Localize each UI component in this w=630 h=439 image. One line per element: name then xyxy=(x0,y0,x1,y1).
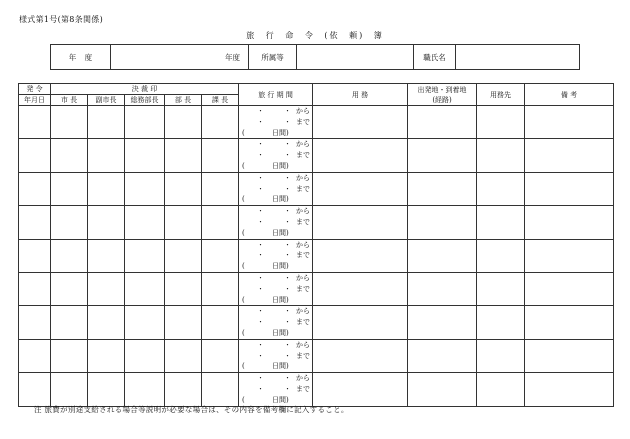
period-dot: ・ xyxy=(284,151,292,160)
table-cell[interactable] xyxy=(202,172,239,205)
period-dot: ・ xyxy=(257,251,265,260)
period-dot: ・ xyxy=(257,117,265,126)
period-to: まで xyxy=(296,351,311,360)
period-dot: ・ xyxy=(257,173,265,182)
period-days: 日間) xyxy=(272,395,289,404)
table-cell[interactable] xyxy=(51,373,88,406)
table-cell[interactable] xyxy=(125,339,165,372)
table-cell[interactable] xyxy=(313,106,408,139)
period-from: から xyxy=(296,173,311,182)
period-dot: ・ xyxy=(284,340,292,349)
header-kessai-vice-mayor: 副市長 xyxy=(88,95,125,106)
table-cell[interactable] xyxy=(477,339,525,372)
period-days: 日間) xyxy=(272,161,289,170)
table-cell[interactable] xyxy=(125,306,165,339)
period-to: まで xyxy=(296,318,311,327)
table-cell[interactable] xyxy=(88,239,125,272)
period-to: まで xyxy=(296,151,311,160)
table-cell[interactable] xyxy=(165,239,202,272)
table-cell[interactable] xyxy=(525,172,614,205)
table-cell[interactable] xyxy=(19,206,51,239)
table-cell[interactable] xyxy=(165,306,202,339)
form-title: 旅 行 命 令 (依 頼) 簿 xyxy=(246,31,384,40)
period-dot: ・ xyxy=(257,340,265,349)
table-cell[interactable] xyxy=(202,373,239,406)
header-kessai: 決 裁 印 xyxy=(51,84,239,95)
period-days: 日間) xyxy=(272,362,289,371)
table-cell[interactable] xyxy=(313,239,408,272)
period-dot: ・ xyxy=(257,207,265,216)
period-to: まで xyxy=(296,384,311,393)
table-cell[interactable] xyxy=(88,373,125,406)
table-cell[interactable] xyxy=(125,172,165,205)
table-cell[interactable] xyxy=(202,206,239,239)
period-dot: ・ xyxy=(257,318,265,327)
header-route xyxy=(408,84,477,106)
table-cell[interactable] xyxy=(202,339,239,372)
table-cell[interactable] xyxy=(525,339,614,372)
table-row xyxy=(19,106,614,139)
table-cell[interactable] xyxy=(88,106,125,139)
period-dot: ・ xyxy=(284,207,292,216)
info-box xyxy=(50,44,580,70)
period-paren: ( xyxy=(242,228,245,237)
table-cell[interactable] xyxy=(51,339,88,372)
header-period: 旅 行 期 間 xyxy=(239,84,313,106)
period-to: まで xyxy=(296,284,311,293)
period-dot: ・ xyxy=(257,374,265,383)
period-dot: ・ xyxy=(284,251,292,260)
table-body xyxy=(19,106,614,407)
period-cell[interactable] xyxy=(239,373,313,406)
table-cell[interactable] xyxy=(19,106,51,139)
period-dot: ・ xyxy=(284,384,292,393)
table-cell[interactable] xyxy=(125,106,165,139)
table-cell[interactable] xyxy=(408,106,477,139)
period-dot: ・ xyxy=(257,384,265,393)
period-paren: ( xyxy=(242,328,245,337)
period-to: まで xyxy=(296,251,311,260)
table-cell[interactable] xyxy=(477,106,525,139)
period-cell[interactable] xyxy=(239,206,313,239)
table-cell[interactable] xyxy=(525,373,614,406)
table-cell[interactable] xyxy=(125,272,165,305)
period-dot: ・ xyxy=(284,217,292,226)
period-days: 日間) xyxy=(272,228,289,237)
table-cell[interactable] xyxy=(408,339,477,372)
period-cell[interactable] xyxy=(239,272,313,305)
table-row xyxy=(19,306,614,339)
period-paren: ( xyxy=(242,262,245,271)
table-cell[interactable] xyxy=(88,272,125,305)
period-from: から xyxy=(296,207,311,216)
period-to: まで xyxy=(296,117,311,126)
header-hatsumei-date: 年月日 xyxy=(19,95,51,106)
period-dot: ・ xyxy=(257,107,265,115)
table-cell[interactable] xyxy=(51,206,88,239)
table-cell[interactable] xyxy=(313,139,408,172)
table-cell[interactable] xyxy=(477,239,525,272)
shokushi-field[interactable] xyxy=(456,45,579,69)
table-cell[interactable] xyxy=(19,339,51,372)
period-cell[interactable] xyxy=(239,139,313,172)
table-row xyxy=(19,172,614,205)
table-cell[interactable] xyxy=(313,172,408,205)
period-dot: ・ xyxy=(284,117,292,126)
period-cell[interactable] xyxy=(239,172,313,205)
table-cell[interactable] xyxy=(19,139,51,172)
period-from: から xyxy=(296,273,311,282)
table-cell[interactable] xyxy=(125,239,165,272)
table-cell[interactable] xyxy=(51,306,88,339)
table-cell[interactable] xyxy=(88,339,125,372)
table-cell[interactable] xyxy=(165,373,202,406)
table-row xyxy=(19,272,614,305)
shokushi-label: 職氏名 xyxy=(414,45,456,69)
period-dot: ・ xyxy=(284,273,292,282)
period-from: から xyxy=(296,240,311,249)
period-paren: ( xyxy=(242,395,245,404)
period-dot: ・ xyxy=(284,184,292,193)
nendo-suffix: 年度 xyxy=(225,52,240,62)
table-cell[interactable] xyxy=(125,206,165,239)
table-cell[interactable] xyxy=(202,139,239,172)
header-kessai-general-affairs: 総務部長 xyxy=(125,95,165,106)
table-cell[interactable] xyxy=(313,373,408,406)
header-route-bottom: (経路) xyxy=(432,95,452,104)
period-dot: ・ xyxy=(284,318,292,327)
period-days: 日間) xyxy=(272,128,289,137)
table-cell[interactable] xyxy=(477,306,525,339)
table-row xyxy=(19,373,614,406)
table-row xyxy=(19,339,614,372)
period-dot: ・ xyxy=(257,351,265,360)
table-cell[interactable] xyxy=(202,106,239,139)
period-from: から xyxy=(296,374,311,383)
period-dot: ・ xyxy=(257,240,265,249)
table-cell[interactable] xyxy=(19,272,51,305)
period-dot: ・ xyxy=(284,351,292,360)
period-dot: ・ xyxy=(257,151,265,160)
period-cell[interactable] xyxy=(239,306,313,339)
period-paren: ( xyxy=(242,161,245,170)
form-number-label: 様式第1号(第8条関係) xyxy=(19,15,104,24)
table-cell[interactable] xyxy=(165,339,202,372)
table-cell[interactable] xyxy=(165,106,202,139)
table-cell[interactable] xyxy=(51,106,88,139)
table-cell[interactable] xyxy=(19,239,51,272)
table-cell[interactable] xyxy=(408,373,477,406)
period-dot: ・ xyxy=(284,284,292,293)
period-paren: ( xyxy=(242,362,245,371)
header-kessai-section-head: 課 長 xyxy=(202,95,239,106)
period-dot: ・ xyxy=(257,284,265,293)
footer-note: 注 旅費が別途支給される場合等説明が必要な場合は、その内容を備考欄に記入すること。 xyxy=(34,405,349,414)
period-cell[interactable] xyxy=(239,339,313,372)
travel-order-table xyxy=(18,83,614,407)
period-paren: ( xyxy=(242,128,245,137)
header-remarks: 備 考 xyxy=(525,84,614,106)
period-to: まで xyxy=(296,217,311,226)
period-dot: ・ xyxy=(284,240,292,249)
table-cell[interactable] xyxy=(525,306,614,339)
period-dot: ・ xyxy=(284,374,292,383)
table-cell[interactable] xyxy=(313,272,408,305)
table-cell[interactable] xyxy=(202,239,239,272)
nendo-field[interactable] xyxy=(111,45,249,69)
period-to: まで xyxy=(296,184,311,193)
table-cell[interactable] xyxy=(313,339,408,372)
table-cell[interactable] xyxy=(408,272,477,305)
period-cell[interactable] xyxy=(239,239,313,272)
shozoku-field[interactable] xyxy=(297,45,414,69)
nendo-label: 年 度 xyxy=(51,45,111,69)
shozoku-label: 所属等 xyxy=(249,45,297,69)
table-row xyxy=(19,206,614,239)
table-cell[interactable] xyxy=(51,139,88,172)
table-cell[interactable] xyxy=(525,239,614,272)
table-cell[interactable] xyxy=(525,106,614,139)
table-cell[interactable] xyxy=(408,172,477,205)
table-cell[interactable] xyxy=(202,306,239,339)
period-dot: ・ xyxy=(284,307,292,316)
period-days: 日間) xyxy=(272,195,289,204)
header-destination: 用務先 xyxy=(477,84,525,106)
period-from: から xyxy=(296,107,311,115)
table-cell[interactable] xyxy=(313,306,408,339)
table-cell[interactable] xyxy=(525,272,614,305)
period-from: から xyxy=(296,340,311,349)
table-cell[interactable] xyxy=(51,272,88,305)
table-cell[interactable] xyxy=(88,206,125,239)
table-cell[interactable] xyxy=(477,206,525,239)
period-dot: ・ xyxy=(257,217,265,226)
period-paren: ( xyxy=(242,195,245,204)
period-cell[interactable] xyxy=(239,106,313,139)
table-cell[interactable] xyxy=(51,239,88,272)
table-cell[interactable] xyxy=(408,239,477,272)
table-cell[interactable] xyxy=(477,172,525,205)
header-kessai-department-head: 部 長 xyxy=(165,95,202,106)
table-cell[interactable] xyxy=(19,306,51,339)
header-route-top: 出発地・到着地 xyxy=(417,85,467,94)
period-dot: ・ xyxy=(257,273,265,282)
table-cell[interactable] xyxy=(88,139,125,172)
table-cell[interactable] xyxy=(202,272,239,305)
period-from: から xyxy=(296,307,311,316)
table-cell[interactable] xyxy=(88,306,125,339)
table-cell[interactable] xyxy=(165,139,202,172)
period-days: 日間) xyxy=(272,295,289,304)
period-paren: ( xyxy=(242,295,245,304)
table-cell[interactable] xyxy=(477,139,525,172)
period-dot: ・ xyxy=(257,184,265,193)
table-cell[interactable] xyxy=(165,206,202,239)
table-cell[interactable] xyxy=(408,206,477,239)
table-row xyxy=(19,139,614,172)
period-from: から xyxy=(296,140,311,149)
table-cell[interactable] xyxy=(408,306,477,339)
table-cell[interactable] xyxy=(525,139,614,172)
table-cell[interactable] xyxy=(88,172,125,205)
period-days: 日間) xyxy=(272,328,289,337)
table-cell[interactable] xyxy=(165,272,202,305)
table-cell[interactable] xyxy=(125,139,165,172)
header-hatsumei: 発 令 xyxy=(19,84,51,95)
table-row xyxy=(19,239,614,272)
table-cell[interactable] xyxy=(313,206,408,239)
period-dot: ・ xyxy=(284,140,292,149)
table-cell[interactable] xyxy=(477,373,525,406)
table-cell[interactable] xyxy=(19,373,51,406)
table-cell[interactable] xyxy=(477,272,525,305)
table-cell[interactable] xyxy=(125,373,165,406)
table-cell[interactable] xyxy=(525,206,614,239)
table-cell[interactable] xyxy=(19,172,51,205)
period-dot: ・ xyxy=(284,107,292,115)
period-days: 日間) xyxy=(272,262,289,271)
header-youmu: 用 務 xyxy=(313,84,408,106)
period-dot: ・ xyxy=(257,140,265,149)
header-kessai-mayor: 市 長 xyxy=(51,95,88,106)
period-dot: ・ xyxy=(284,173,292,182)
period-dot: ・ xyxy=(257,307,265,316)
table-cell[interactable] xyxy=(408,139,477,172)
table-cell[interactable] xyxy=(165,172,202,205)
table-cell[interactable] xyxy=(51,172,88,205)
